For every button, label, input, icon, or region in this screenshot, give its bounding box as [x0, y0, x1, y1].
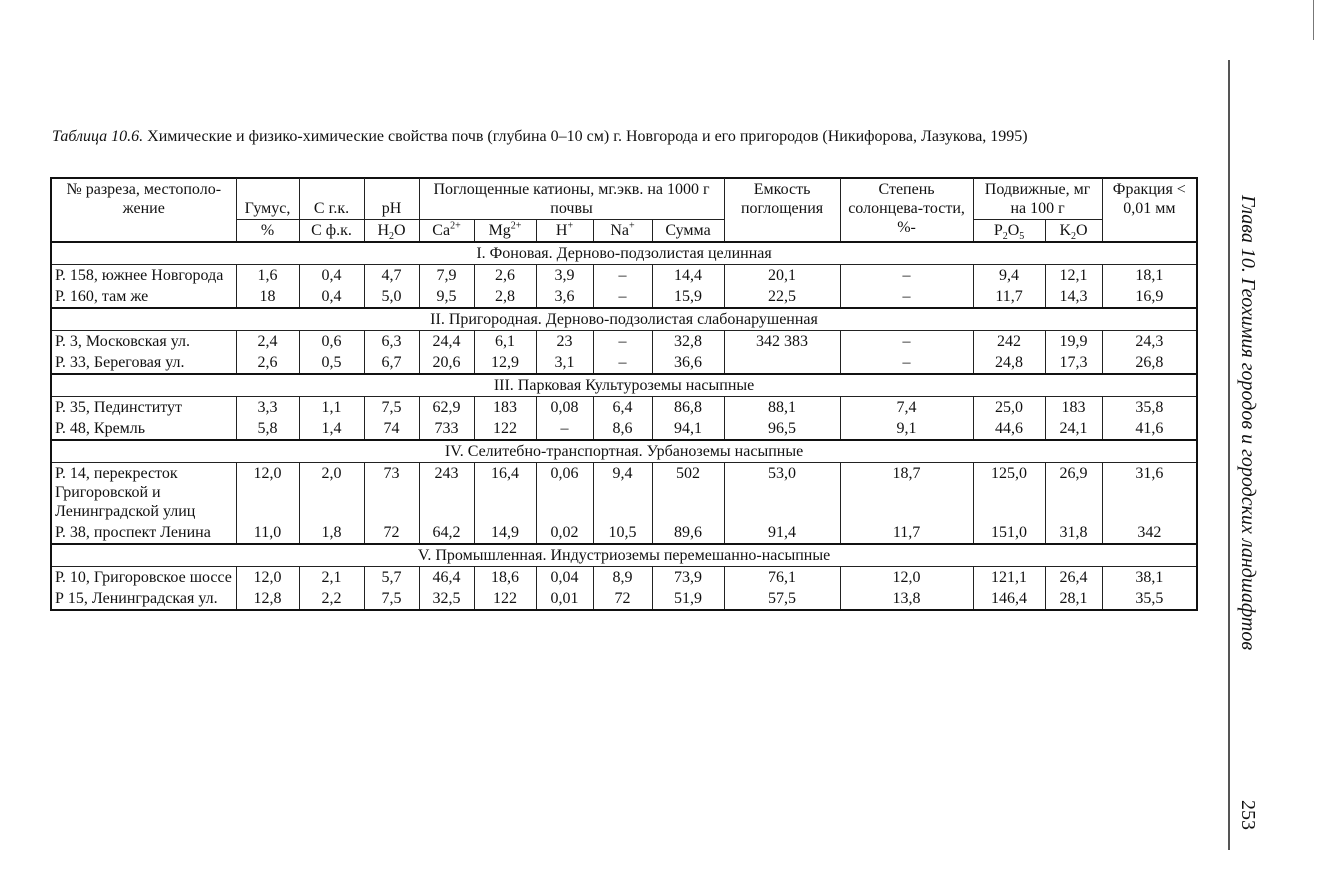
cell-site-name: Р. 48, Кремль	[51, 418, 236, 440]
cell-na: –	[593, 331, 652, 353]
cell-humus: 12,8	[236, 588, 299, 610]
cell-site-name: Р. 33, Береговая ул.	[51, 352, 236, 374]
cell-cgk: 2,1	[299, 567, 364, 589]
header-h: H+	[536, 220, 593, 243]
section-header-row	[51, 544, 1197, 567]
section-title: V. Промышленная. Индустриоземы перемешанно-насыпные	[51, 544, 1197, 567]
table-row	[51, 331, 1197, 353]
cell-ca: 64,2	[419, 522, 474, 544]
cell-k2o: 26,4	[1045, 567, 1102, 589]
cell-p2o5: 9,4	[973, 265, 1045, 287]
cell-ca: 243	[419, 463, 474, 523]
cell-ph: 5,0	[364, 286, 419, 308]
cell-salinity: 7,4	[840, 397, 973, 419]
cell-h: 0,04	[536, 567, 593, 589]
cell-ca: 46,4	[419, 567, 474, 589]
header-sum: Сумма	[652, 220, 724, 243]
section-header-row	[51, 308, 1197, 331]
section-title: III. Парковая Культуроземы насыпные	[51, 374, 1197, 397]
cell-salinity: –	[840, 352, 973, 374]
cell-p2o5: 24,8	[973, 352, 1045, 374]
cell-p2o5: 121,1	[973, 567, 1045, 589]
cell-k2o: 24,1	[1045, 418, 1102, 440]
cell-capacity: 91,4	[724, 522, 840, 544]
header-mg: $Mg^{2+}$	[474, 220, 536, 243]
table-row	[51, 567, 1197, 589]
cell-sum: 51,9	[652, 588, 724, 610]
cell-sum: 502	[652, 463, 724, 523]
cell-humus: 11,0	[236, 522, 299, 544]
cell-cgk: 2,0	[299, 463, 364, 523]
cell-fraction: 31,6	[1102, 463, 1197, 523]
cell-cgk: 1,8	[299, 522, 364, 544]
cell-cgk: 1,1	[299, 397, 364, 419]
section-header-row	[51, 440, 1197, 463]
cell-site-name: Р. 35, Пединститут	[51, 397, 236, 419]
table-row	[51, 588, 1197, 610]
cell-mg: 14,9	[474, 522, 536, 544]
cell-k2o: 31,8	[1045, 522, 1102, 544]
cell-cgk: 0,4	[299, 286, 364, 308]
cell-mg: 6,1	[474, 331, 536, 353]
cell-h: 0,02	[536, 522, 593, 544]
cell-humus: 12,0	[236, 567, 299, 589]
cell-humus: 12,0	[236, 463, 299, 523]
cell-mg: 2,6	[474, 265, 536, 287]
table-row	[51, 463, 1197, 523]
header-ca: $Ca^{2+}$	[419, 220, 474, 243]
cell-fraction: 35,8	[1102, 397, 1197, 419]
cell-fraction: 24,3	[1102, 331, 1197, 353]
cell-mg: 2,8	[474, 286, 536, 308]
cell-salinity: 12,0	[840, 567, 973, 589]
cell-mg: 18,6	[474, 567, 536, 589]
cell-site-name: Р. 10, Григоровское шоссе	[51, 567, 236, 589]
cell-cgk: 1,4	[299, 418, 364, 440]
cell-salinity: –	[840, 286, 973, 308]
cell-na: 6,4	[593, 397, 652, 419]
section-title: II. Пригородная. Дерново-подзолистая слабонарушенная	[51, 308, 1197, 331]
header-capacity: Емкость поглощения	[724, 178, 840, 242]
cell-site-name: Р. 158, южнее Новгорода	[51, 265, 236, 287]
cell-mg: 122	[474, 588, 536, 610]
cell-sum: 89,6	[652, 522, 724, 544]
cell-capacity: 53,0	[724, 463, 840, 523]
cell-ca: 62,9	[419, 397, 474, 419]
cell-fraction: 16,9	[1102, 286, 1197, 308]
cell-fraction: 35,5	[1102, 588, 1197, 610]
cell-h: 3,1	[536, 352, 593, 374]
cell-h: 3,6	[536, 286, 593, 308]
cell-humus: 1,6	[236, 265, 299, 287]
cell-mg: 12,9	[474, 352, 536, 374]
cell-capacity: 96,5	[724, 418, 840, 440]
cell-capacity: 22,5	[724, 286, 840, 308]
cell-capacity: 20,1	[724, 265, 840, 287]
section-title: IV. Селитебно-транспортная. Урбаноземы насыпные	[51, 440, 1197, 463]
cell-na: 8,9	[593, 567, 652, 589]
cell-na: 72	[593, 588, 652, 610]
cell-h: 0,01	[536, 588, 593, 610]
cell-k2o: 26,9	[1045, 463, 1102, 523]
cell-salinity: –	[840, 331, 973, 353]
page-edge-mark	[1313, 0, 1314, 40]
cell-k2o: 19,9	[1045, 331, 1102, 353]
cell-site-name: Р. 160, там же	[51, 286, 236, 308]
cell-p2o5: 151,0	[973, 522, 1045, 544]
section-header-row	[51, 242, 1197, 265]
cell-sum: 94,1	[652, 418, 724, 440]
table-row	[51, 265, 1197, 287]
header-section-col: № разреза, местополо-жение	[51, 178, 236, 242]
cell-sum: 36,6	[652, 352, 724, 374]
cell-k2o: 14,3	[1045, 286, 1102, 308]
cell-site-name: Р. 3, Московская ул.	[51, 331, 236, 353]
cell-cgk: 0,6	[299, 331, 364, 353]
cell-mg: 122	[474, 418, 536, 440]
header-cfk: С ф.к.	[299, 220, 364, 243]
table-row	[51, 397, 1197, 419]
header-p2o5: $P_2O_5$	[973, 220, 1045, 243]
cell-sum: 32,8	[652, 331, 724, 353]
cell-cgk: 2,2	[299, 588, 364, 610]
section-title: I. Фоновая. Дерново-подзолистая целинная	[51, 242, 1197, 265]
cell-mg: 16,4	[474, 463, 536, 523]
cell-ca: 20,6	[419, 352, 474, 374]
cell-h: 3,9	[536, 265, 593, 287]
header-humus-unit: %	[236, 220, 299, 243]
cell-sum: 86,8	[652, 397, 724, 419]
cell-humus: 3,3	[236, 397, 299, 419]
cell-p2o5: 125,0	[973, 463, 1045, 523]
cell-cgk: 0,4	[299, 265, 364, 287]
cell-site-name: Р. 14, перекресток Григоровской и Ленинградской улиц	[51, 463, 236, 523]
section-header-row	[51, 374, 1197, 397]
cell-fraction: 26,8	[1102, 352, 1197, 374]
cell-ph: 4,7	[364, 265, 419, 287]
cell-fraction: 342	[1102, 522, 1197, 544]
table-row	[51, 522, 1197, 544]
cell-salinity: 13,8	[840, 588, 973, 610]
cell-fraction: 41,6	[1102, 418, 1197, 440]
soil-properties-table	[50, 177, 1198, 611]
cell-h: –	[536, 418, 593, 440]
cell-na: –	[593, 352, 652, 374]
cell-salinity: 11,7	[840, 522, 973, 544]
cell-na: 10,5	[593, 522, 652, 544]
cell-humus: 2,4	[236, 331, 299, 353]
cell-ph: 6,3	[364, 331, 419, 353]
header-salinity: Степень солонцева-тости, %-	[840, 178, 973, 242]
cell-h: 0,06	[536, 463, 593, 523]
cell-p2o5: 11,7	[973, 286, 1045, 308]
page-margin-rule	[1228, 60, 1230, 850]
cell-salinity: –	[840, 265, 973, 287]
cell-na: –	[593, 265, 652, 287]
cell-capacity: 342 383	[724, 331, 840, 353]
cell-humus: 2,6	[236, 352, 299, 374]
cell-ph: 74	[364, 418, 419, 440]
header-ph: pH	[364, 178, 419, 220]
cell-fraction: 18,1	[1102, 265, 1197, 287]
header-ph-h2o: $H_2O$	[364, 220, 419, 243]
cell-ca: 9,5	[419, 286, 474, 308]
cell-ph: 5,7	[364, 567, 419, 589]
page-number: 253	[1237, 800, 1259, 830]
cell-salinity: 9,1	[840, 418, 973, 440]
cell-p2o5: 25,0	[973, 397, 1045, 419]
table-row	[51, 286, 1197, 308]
cell-fraction: 38,1	[1102, 567, 1197, 589]
header-k2o: $K_2O$	[1045, 220, 1102, 243]
cell-k2o: 17,3	[1045, 352, 1102, 374]
cell-sum: 15,9	[652, 286, 724, 308]
caption-text: Химические и физико-химические свойства почв (глубина 0–10 см) г. Новгорода и его пригородов (Никифорова, Лазукова, 1995)	[147, 128, 1028, 145]
cell-sum: 73,9	[652, 567, 724, 589]
cell-salinity: 18,7	[840, 463, 973, 523]
cell-ca: 733	[419, 418, 474, 440]
header-cations-group: Поглощенные катионы, мг.экв. на 1000 г почвы	[419, 178, 724, 220]
cell-capacity: 57,5	[724, 588, 840, 610]
table-caption	[52, 128, 1212, 146]
header-mobile-group: Подвижные, мг на 100 г	[973, 178, 1102, 220]
cell-humus: 18	[236, 286, 299, 308]
cell-capacity	[724, 352, 840, 374]
table-row	[51, 352, 1197, 374]
header-na: Na+	[593, 220, 652, 243]
cell-na: 9,4	[593, 463, 652, 523]
cell-mg: 183	[474, 397, 536, 419]
cell-sum: 14,4	[652, 265, 724, 287]
cell-p2o5: 146,4	[973, 588, 1045, 610]
cell-p2o5: 44,6	[973, 418, 1045, 440]
cell-ph: 73	[364, 463, 419, 523]
cell-k2o: 183	[1045, 397, 1102, 419]
cell-site-name: Р. 38, проспект Ленина	[51, 522, 236, 544]
cell-capacity: 76,1	[724, 567, 840, 589]
cell-na: –	[593, 286, 652, 308]
cell-site-name: Р 15, Ленинградская ул.	[51, 588, 236, 610]
cell-na: 8,6	[593, 418, 652, 440]
header-cgk: С г.к.	[299, 178, 364, 220]
cell-capacity: 88,1	[724, 397, 840, 419]
cell-ph: 6,7	[364, 352, 419, 374]
cell-humus: 5,8	[236, 418, 299, 440]
cell-ca: 32,5	[419, 588, 474, 610]
cell-h: 23	[536, 331, 593, 353]
cell-ca: 7,9	[419, 265, 474, 287]
cell-k2o: 12,1	[1045, 265, 1102, 287]
cell-cgk: 0,5	[299, 352, 364, 374]
running-head: Глава 10. Геохимия городов и городских ландшафтов	[1237, 195, 1259, 651]
cell-k2o: 28,1	[1045, 588, 1102, 610]
header-humus: Гумус,	[236, 178, 299, 220]
table-row	[51, 418, 1197, 440]
cell-ph: 7,5	[364, 588, 419, 610]
cell-ca: 24,4	[419, 331, 474, 353]
header-fraction: Фракция < 0,01 мм	[1102, 178, 1197, 242]
cell-h: 0,08	[536, 397, 593, 419]
cell-ph: 72	[364, 522, 419, 544]
caption-label: Таблица 10.6.	[52, 128, 144, 145]
cell-p2o5: 242	[973, 331, 1045, 353]
cell-ph: 7,5	[364, 397, 419, 419]
